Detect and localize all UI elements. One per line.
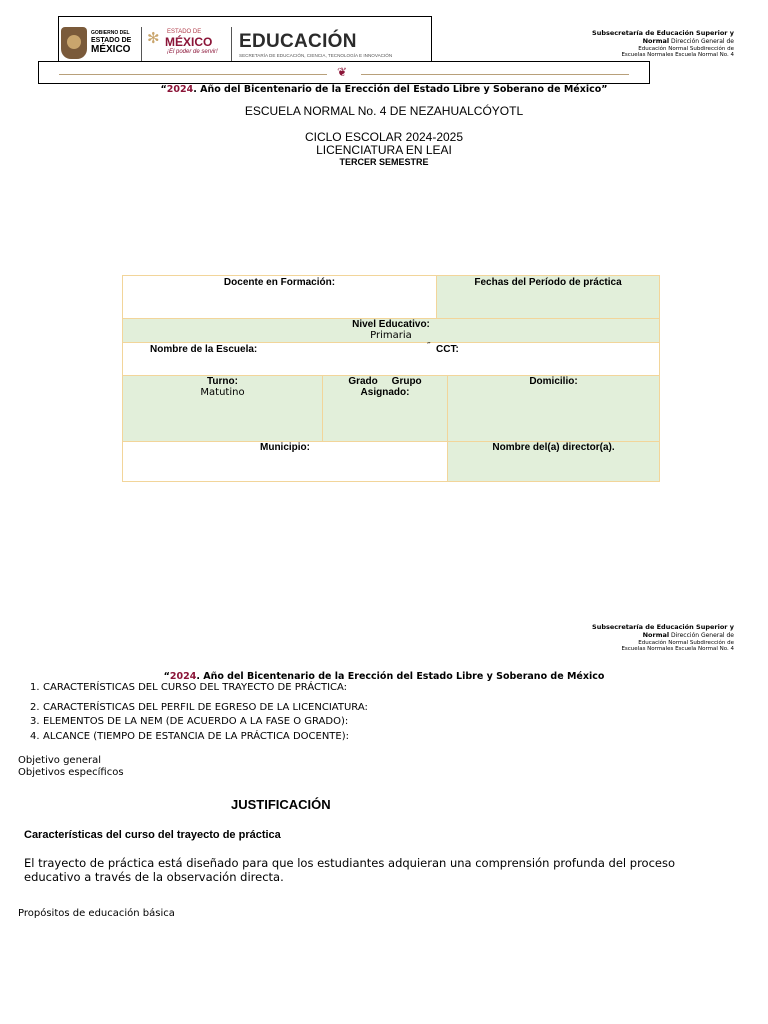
government-logo-text	[91, 31, 131, 55]
justificacion-paragraph: El trayecto de práctica está diseñado para que los estudiantes adquieran una comprensión profunda del proceso educativo a través de la observación directa.	[24, 856, 676, 884]
ciclo-escolar: CICLO ESCOLAR 2024-2025	[304, 130, 464, 144]
list-number: 3.	[30, 716, 40, 727]
list-text: CARACTERÍSTICAS DEL PERFIL DE EGRESO DE LA LICENCIATURA:	[43, 702, 368, 713]
education-subtitle: SECRETARÍA DE EDUCACIÓN, CIENCIA, TECNOLOGÍA E INNOVACIÓN	[239, 53, 393, 58]
list-text: ELEMENTOS DE LA NEM (DE ACUERDO A LA FASE O GRADO):	[43, 716, 349, 727]
right-header-page2	[554, 624, 734, 658]
escuela-cell[interactable]	[122, 342, 660, 376]
year-number: 2024	[166, 84, 194, 95]
escuela-label: Nombre de la Escuela:	[150, 344, 258, 355]
turno-cell[interactable]	[122, 375, 323, 442]
direccion-rest: Dirección General de	[669, 37, 734, 45]
nivel-label: Nivel Educativo:	[352, 319, 430, 330]
escuela-mark: ˝	[427, 341, 430, 351]
subsecretaria-text: Subsecretaría de Educación Superior y	[592, 624, 734, 631]
asignado-label: Asignado:	[360, 387, 410, 398]
fechas-cell[interactable]	[436, 275, 660, 319]
semestre: TERCER SEMESTRE	[339, 157, 429, 167]
direccion-text	[554, 38, 734, 46]
domicilio-cell[interactable]	[447, 375, 660, 442]
year-number: 2024	[169, 671, 197, 682]
direccion-text	[554, 632, 734, 640]
list-text: CARACTERÍSTICAS DEL CURSO DEL TRAYECTO DE PRÁCTICA:	[43, 682, 348, 693]
list-item	[30, 702, 368, 713]
escuelas-text: Escuelas Normales Escuela Normal No. 4	[621, 52, 734, 59]
header-banner	[38, 61, 650, 84]
banner-line-left	[59, 74, 327, 75]
edomex-name-text: MÉXICO	[165, 35, 213, 49]
list-number: 2.	[30, 702, 40, 713]
year-text: . Año del Bicentenario de la Erección del Estado Libre y Soberano de México”	[193, 84, 608, 95]
year-line-page2	[0, 671, 768, 682]
nivel-value: Primaria	[370, 330, 412, 341]
edomex-slogan: ¡El poder de servir!	[167, 49, 218, 55]
gov-name-text: MÉXICO	[91, 44, 131, 55]
direccion-rest: Dirección General de	[669, 631, 734, 639]
gov-small-text: GOBIERNO DEL	[91, 30, 130, 36]
director-cell[interactable]	[447, 441, 660, 482]
list-item	[30, 682, 347, 693]
turno-value: Matutino	[200, 387, 245, 398]
normal-bold: Normal	[642, 36, 670, 45]
state-shield-icon	[61, 27, 87, 59]
edomex-top-text: ESTADO DE	[167, 29, 202, 35]
nivel-cell[interactable]	[122, 318, 660, 343]
year-text: . Año del Bicentenario de la Erección del Estado Libre y Soberano de México	[196, 671, 605, 682]
logo-divider	[231, 27, 232, 61]
escuelas-text: Escuelas Normales Escuela Normal No. 4	[621, 646, 734, 653]
list-item	[30, 731, 349, 742]
banner-ornament-icon: ❦	[337, 65, 348, 79]
school-name: ESCUELA NORMAL No. 4 DE NEZAHUALCÓYOTL	[244, 104, 524, 118]
turno-label: Turno:	[207, 376, 238, 387]
docente-cell[interactable]	[122, 275, 437, 319]
logo-divider	[141, 27, 142, 61]
subsecretaria-text: Subsecretaría de Educación Superior y	[592, 30, 734, 37]
objetivos-especificos: Objetivos específicos	[18, 767, 124, 778]
banner-line-right	[361, 74, 629, 75]
list-number: 4.	[30, 731, 40, 742]
quote-open: “	[163, 671, 170, 682]
year-line-page1	[0, 84, 768, 95]
domicilio-label: Domicilio:	[529, 376, 578, 387]
justificacion-heading: JUSTIFICACIÓN	[231, 797, 331, 812]
right-header-page1	[554, 30, 734, 64]
header-logo-block	[58, 16, 432, 62]
edomex-emblem-icon: ✻	[147, 30, 160, 47]
objetivo-general: Objetivo general	[18, 755, 102, 766]
subdireccion-text: Educación Normal Subdirección de	[638, 639, 734, 646]
list-item	[30, 716, 348, 727]
propositos-text: Propósitos de educación básica	[18, 908, 175, 919]
licenciatura: LICENCIATURA EN LEAI	[316, 143, 452, 157]
docente-label: Docente en Formación:	[223, 277, 336, 288]
grado-grupo-cell[interactable]	[322, 375, 448, 442]
quote-open: “	[160, 84, 167, 95]
normal-bold: Normal	[642, 630, 670, 639]
gov-state-text: ESTADO DE	[91, 37, 132, 44]
fechas-label: Fechas del Período de práctica	[474, 277, 622, 288]
municipio-label: Municipio:	[260, 442, 310, 453]
caracteristicas-subheading: Características del curso del trayecto de práctica	[24, 829, 281, 841]
education-title: EDUCACIÓN	[239, 31, 357, 52]
municipio-cell[interactable]	[122, 441, 448, 482]
director-label: Nombre del(a) director(a).	[492, 442, 615, 453]
list-number: 1.	[30, 682, 40, 693]
grado-grupo-label: Grado Grupo	[348, 376, 422, 387]
list-text: ALCANCE (TIEMPO DE ESTANCIA DE LA PRÁCTICA DOCENTE):	[43, 731, 349, 742]
subdireccion-text: Educación Normal Subdirección de	[638, 45, 734, 52]
cct-label: CCT:	[436, 344, 459, 355]
